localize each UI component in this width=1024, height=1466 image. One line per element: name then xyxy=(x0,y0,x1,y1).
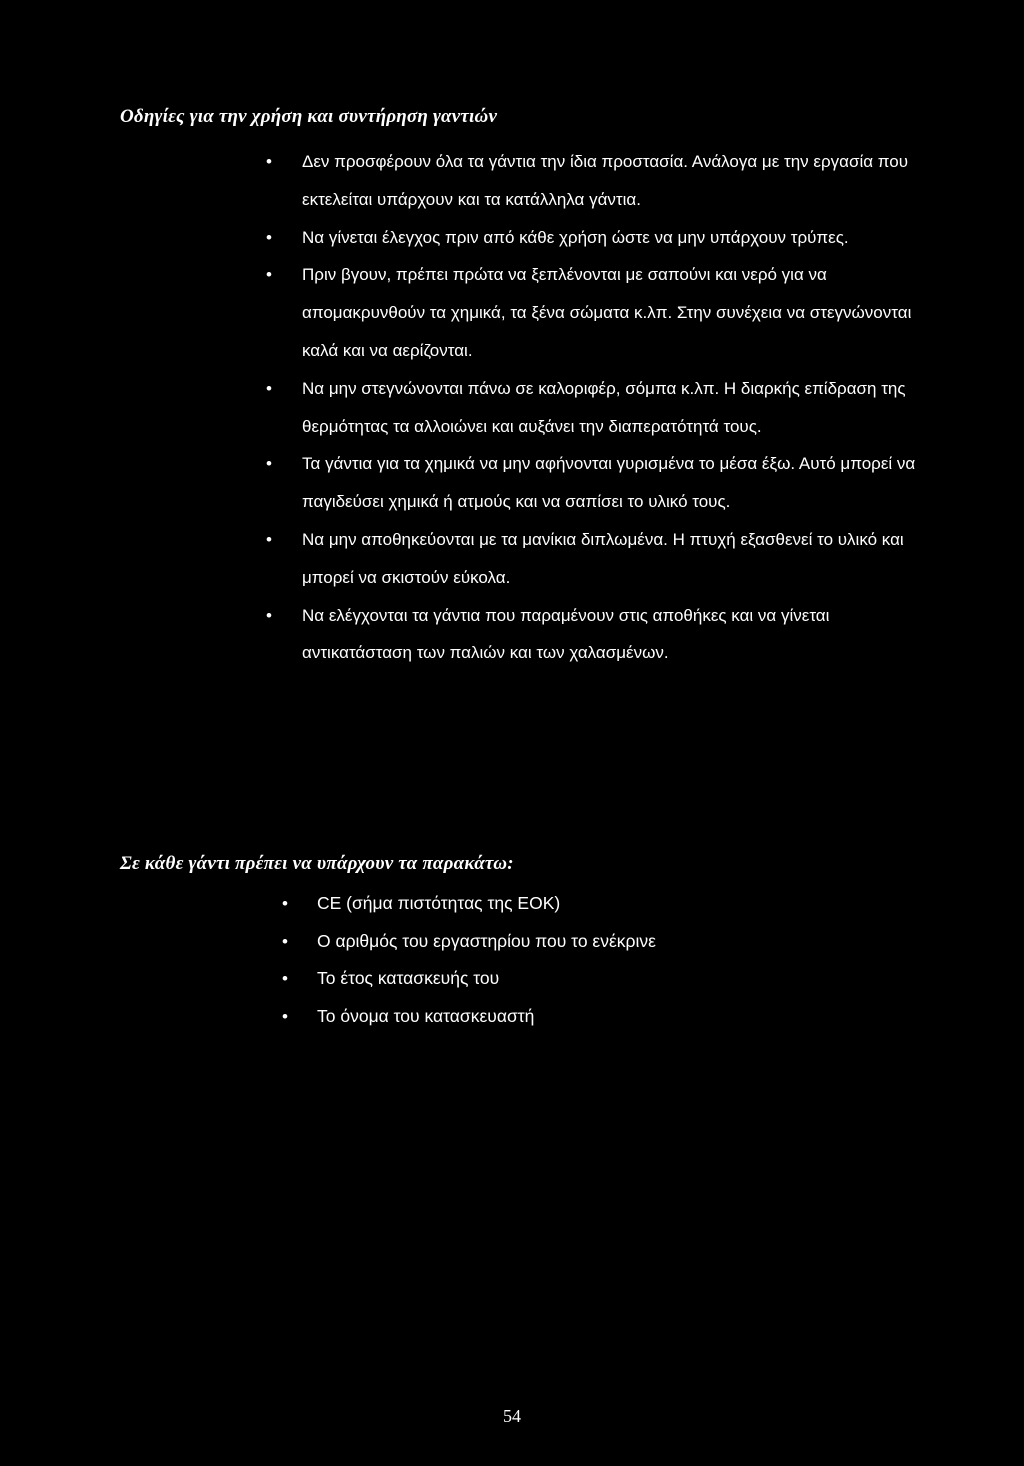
list-item-text: Το έτος κατασκευής του xyxy=(317,968,500,989)
list-item xyxy=(282,923,942,961)
bullet-icon: • xyxy=(282,1006,288,1026)
bullet-icon: • xyxy=(282,931,288,951)
list-item xyxy=(266,521,926,597)
list-item xyxy=(266,219,926,257)
list-item-text: Δεν προσφέρουν όλα τα γάντια την ίδια προστασία. Ανάλογα με την εργασία που εκτελείται υπάρχουν και τα κατάλληλα γάντια. xyxy=(302,152,909,209)
bullet-icon: • xyxy=(282,969,288,989)
list-item-text: Τα γάντια για τα χημικά να μην αφήνονται γυρισμένα το μέσα έξω. Αυτό μπορεί να παγιδεύσει χημικά ή ατμούς και να σαπίσει το υλικό τους. xyxy=(302,454,916,512)
glove-markings-list xyxy=(282,885,942,1035)
bullet-icon: • xyxy=(266,454,272,474)
page-number: 54 xyxy=(503,1406,521,1426)
list-item-text: Να μην αποθηκεύονται με τα μανίκια διπλωμένα. Η πτυχή εξασθενεί το υλικό και μπορεί να σκιστούν εύκολα. xyxy=(302,529,904,587)
list-item xyxy=(282,885,942,923)
list-item-text: CE (σήμα πιστότητας της ΕΟΚ) xyxy=(317,893,561,913)
bullet-icon: • xyxy=(266,378,272,398)
section-heading-glove-markings: Σε κάθε γάντι πρέπει να υπάρχουν τα παρακάτω: xyxy=(120,853,514,874)
bullet-icon: • xyxy=(266,152,272,171)
list-item-text: Να ελέγχονται τα γάντια που παραμένουν στις αποθήκες και να γίνεται αντικατάσταση των παλιών και των χαλασμένων. xyxy=(302,605,830,663)
list-item-text: Πριν βγουν, πρέπει πρώτα να ξεπλένονται με σαπούνι και νερό για να απομακρυνθούν τα χημικά, τα ξένα σώματα κ.λπ. Στην συνέχεια να στεγνώνονται καλά και να αερίζονται. xyxy=(302,265,912,360)
glove-instructions-list xyxy=(266,143,926,672)
list-item xyxy=(266,370,926,446)
bullet-icon: • xyxy=(266,529,272,549)
list-item-text: Το όνομα του κατασκευαστή xyxy=(317,1005,535,1026)
list-item-text: Ο αριθμός του εργαστηρίου που το ενέκρινε xyxy=(317,930,656,951)
list-item-text: Να γίνεται έλεγχος πριν από κάθε χρήση ώστε να μην υπάρχουν τρύπες. xyxy=(302,227,849,247)
list-item-text: Να μην στεγνώνονται πάνω σε καλοριφέρ, σόμπα κ.λπ. Η διαρκής επίδραση της θερμότητας τα αλλοιώνει και αυξάνει την διαπερατότητά τους. xyxy=(302,378,906,436)
list-item xyxy=(282,998,942,1036)
list-item xyxy=(266,143,926,219)
list-item xyxy=(266,597,926,673)
bullet-icon: • xyxy=(266,227,272,247)
bullet-icon: • xyxy=(266,265,272,285)
bullet-icon: • xyxy=(266,605,272,625)
list-item xyxy=(266,445,926,521)
list-item xyxy=(266,256,926,369)
bullet-icon: • xyxy=(282,894,288,913)
list-item xyxy=(282,960,942,998)
section-heading-glove-instructions: Οδηγίες για την χρήση και συντήρηση γαντιών xyxy=(120,106,498,127)
